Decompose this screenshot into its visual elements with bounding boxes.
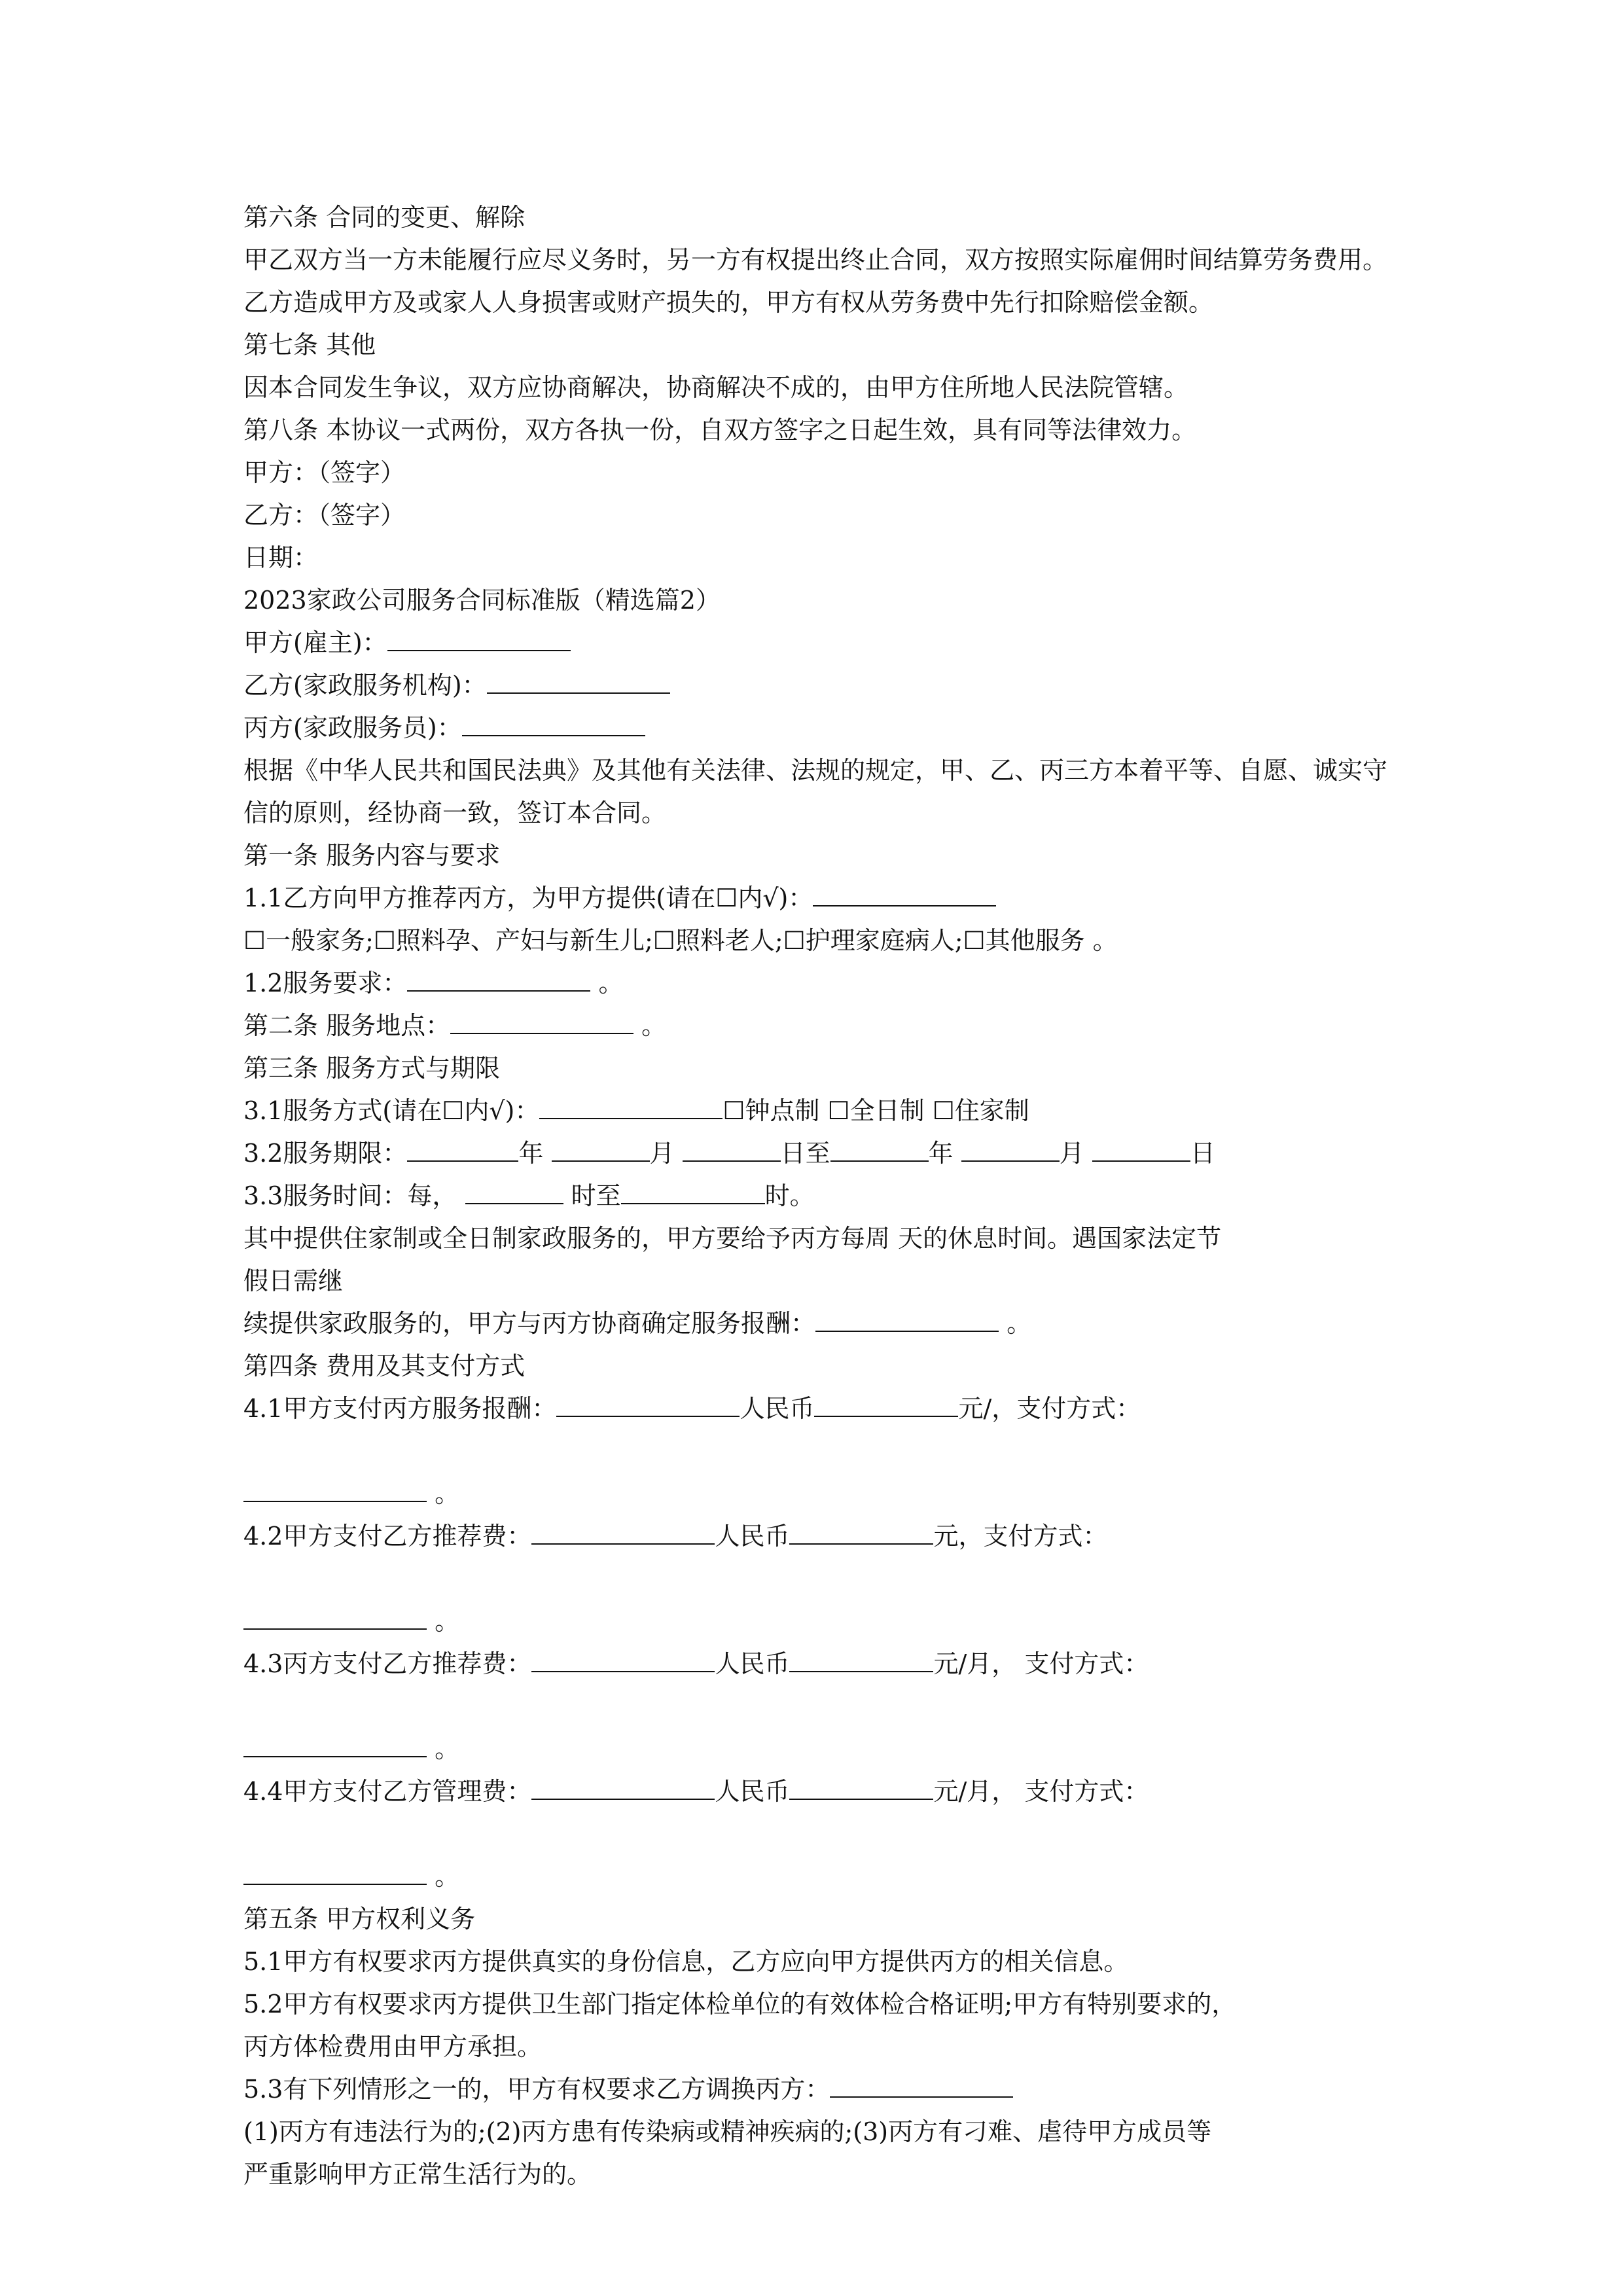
start-month-blank[interactable] — [552, 1138, 650, 1162]
options-end: 。 — [1084, 926, 1118, 955]
rest-line-3-label: 续提供家政服务的，甲方与丙方协商确定服务报酬： — [243, 1309, 816, 1338]
end-day-blank[interactable] — [1092, 1138, 1190, 1162]
month-label: 月 — [649, 1139, 675, 1168]
period: 。 — [427, 1479, 460, 1508]
party-b-label: 乙方(家政服务机构)： — [243, 671, 487, 700]
mode-full-day[interactable]: ☐全日制 — [827, 1096, 925, 1125]
rmb-label: 人民币 — [715, 1522, 790, 1551]
fee-label: 4.2甲方支付乙方推荐费： — [243, 1522, 532, 1551]
fee-blank[interactable] — [531, 1776, 715, 1800]
period: 。 — [999, 1309, 1032, 1338]
date-label: 日期： — [243, 543, 319, 572]
contract-2-title: 2023家政公司服务合同标准版（精选篇2） — [243, 586, 721, 615]
fee-blank[interactable] — [531, 1521, 715, 1545]
payment-method-row — [243, 1600, 1395, 1643]
end-year-blank[interactable] — [830, 1138, 929, 1162]
clause-5-3 — [243, 2068, 1395, 2111]
clause-5-3b: 严重影响甲方正常生活行为的。 — [243, 2160, 592, 2189]
clause-3-1 — [243, 1090, 1395, 1132]
start-hour-blank[interactable] — [465, 1181, 563, 1204]
hour-end-label: 时。 — [764, 1181, 815, 1210]
article-6-body: 甲乙双方当一方未能履行应尽义务时，另一方有权提出终止合同，双方按照实际雇佣时间结算劳务费用。乙方造成甲方及或家人人身损害或财产损失的，甲方有权从劳务费中先行扣除赔偿金额。 — [243, 245, 1388, 317]
option-patient-care[interactable]: ☐护理家庭病人; — [783, 926, 963, 955]
clause-4-3 — [243, 1643, 1395, 1685]
clause-5-3-blank[interactable] — [830, 2074, 1013, 2098]
clause-1-2-blank[interactable] — [407, 968, 590, 992]
option-elderly-care[interactable]: ☐照料老人; — [652, 926, 783, 955]
article-7-body: 因本合同发生争议，双方应协商解决，协商解决不成的，由甲方住所地人民法院管辖。 — [243, 373, 1189, 402]
payment-method-row — [243, 1856, 1395, 1898]
payment-method-row — [243, 1473, 1395, 1515]
period: 。 — [427, 1734, 460, 1763]
end-hour-blank[interactable] — [621, 1181, 765, 1204]
period: 。 — [427, 1862, 460, 1891]
party-b-blank[interactable] — [487, 670, 670, 694]
clause-4-1 — [243, 1388, 1395, 1430]
clause-5-3a: (1)丙方有违法行为的;(2)丙方患有传染病或精神疾病的;(3)丙方有刁难、虐待甲方成员等 — [243, 2117, 1212, 2146]
year-label: 年 — [518, 1139, 544, 1168]
clause-4-heading: 第四条 费用及其支付方式 — [243, 1352, 526, 1380]
unit-label: 元，支付方式： — [933, 1522, 1108, 1551]
unit-label: 元/，支付方式： — [958, 1394, 1141, 1423]
article-7-heading: 第七条 其他 — [243, 331, 376, 359]
amount-blank[interactable] — [814, 1393, 958, 1417]
month-label: 月 — [1059, 1139, 1084, 1168]
period: 。 — [590, 969, 624, 997]
clause-1-1 — [243, 877, 1395, 920]
clause-2-blank[interactable] — [450, 1011, 633, 1034]
payment-method-blank[interactable] — [243, 1606, 427, 1630]
mode-live-in[interactable]: ☐住家制 — [932, 1096, 1029, 1125]
article-6-heading: 第六条 合同的变更、解除 — [243, 203, 526, 232]
service-options — [243, 920, 1395, 962]
hour-to-label: 时至 — [563, 1181, 621, 1210]
start-year-blank[interactable] — [407, 1138, 518, 1162]
amount-blank[interactable] — [789, 1521, 933, 1545]
option-maternity-newborn[interactable]: ☐照料孕、产妇与新生儿; — [373, 926, 653, 955]
clause-4-4 — [243, 1770, 1395, 1813]
clause-1-1-label: 1.1乙方向甲方推荐丙方，为甲方提供(请在☐内√)： — [243, 884, 813, 912]
clause-5-2a: 5.2甲方有权要求丙方提供卫生部门指定体检单位的有效体检合格证明;甲方有特别要求的， — [243, 1990, 1237, 2018]
clause-4-2 — [243, 1515, 1395, 1558]
rmb-label: 人民币 — [715, 1777, 790, 1806]
start-day-blank[interactable] — [683, 1138, 781, 1162]
clause-3-3 — [243, 1175, 1395, 1217]
party-b-row — [243, 664, 1395, 707]
payment-method-blank[interactable] — [243, 1861, 427, 1885]
article-8: 第八条 本协议一式两份，双方各执一份，自双方签字之日起生效，具有同等法律效力。 — [243, 416, 1197, 444]
year-label: 年 — [928, 1139, 954, 1168]
payment-method-blank[interactable] — [243, 1734, 427, 1757]
fee-label: 4.4甲方支付乙方管理费： — [243, 1777, 532, 1806]
clause-1-2-label: 1.2服务要求： — [243, 969, 408, 997]
party-a-blank[interactable] — [387, 628, 571, 651]
rest-line-3 — [243, 1302, 1395, 1345]
period: 。 — [427, 1607, 460, 1636]
preamble: 根据《中华人民共和国民法典》及其他有关法律、法规的规定，甲、乙、丙三方本着平等、自愿、诚实守信的原则，经协商一致，签订本合同。 — [243, 756, 1388, 827]
fee-label: 4.1甲方支付丙方服务报酬： — [243, 1394, 557, 1423]
option-general-housework[interactable]: ☐一般家务; — [243, 926, 374, 955]
payment-method-row — [243, 1728, 1395, 1770]
signature-party-b: 乙方：（签字） — [243, 501, 406, 529]
rest-line-1: 其中提供住家制或全日制家政服务的，甲方要给予丙方每周 天的休息时间。遇国家法定节 — [243, 1224, 1222, 1253]
option-other-service[interactable]: ☐其他服务 — [963, 926, 1085, 955]
document-page — [243, 196, 1395, 2196]
end-month-blank[interactable] — [961, 1138, 1060, 1162]
party-c-label: 丙方(家政服务员)： — [243, 713, 462, 742]
clause-5-3-label: 5.3有下列情形之一的，甲方有权要求乙方调换丙方： — [243, 2075, 830, 2104]
clause-5-2b: 丙方体检费用由甲方承担。 — [243, 2032, 543, 2061]
party-c-row — [243, 707, 1395, 749]
fee-label: 4.3丙方支付乙方推荐费： — [243, 1649, 532, 1678]
rmb-label: 人民币 — [740, 1394, 815, 1423]
clause-1-heading: 第一条 服务内容与要求 — [243, 841, 501, 870]
period: 。 — [633, 1011, 667, 1040]
clause-3-heading: 第三条 服务方式与期限 — [243, 1054, 501, 1083]
holiday-pay-blank[interactable] — [815, 1308, 999, 1332]
mode-hourly[interactable]: ☐钟点制 — [722, 1096, 820, 1125]
party-a-label: 甲方(雇主)： — [243, 628, 387, 657]
clause-5-1: 5.1甲方有权要求丙方提供真实的身份信息，乙方应向甲方提供丙方的相关信息。 — [243, 1947, 1129, 1976]
day-label: 日 — [1190, 1139, 1215, 1168]
rest-line-2: 假日需继 — [243, 1266, 344, 1295]
clause-2-label: 第二条 服务地点： — [243, 1011, 451, 1040]
clause-5-heading: 第五条 甲方权利义务 — [243, 1905, 476, 1933]
fee-blank[interactable] — [556, 1393, 740, 1417]
amount-blank[interactable] — [789, 1649, 933, 1672]
unit-label: 元/月， 支付方式： — [933, 1777, 1149, 1806]
clause-3-1-blank[interactable] — [539, 1096, 722, 1119]
day-to-label: 日至 — [780, 1139, 830, 1168]
party-c-blank[interactable] — [462, 713, 645, 736]
clause-3-2-label: 3.2服务期限： — [243, 1139, 408, 1168]
clause-3-3-label: 3.3服务时间：每， — [243, 1181, 457, 1210]
signature-party-a: 甲方：（签字） — [243, 458, 406, 487]
clause-3-2 — [243, 1132, 1395, 1175]
clause-2 — [243, 1005, 1395, 1047]
party-a-row — [243, 622, 1395, 664]
unit-label: 元/月， 支付方式： — [933, 1649, 1149, 1678]
clause-1-1-blank[interactable] — [813, 883, 996, 906]
payment-method-blank[interactable] — [243, 1479, 427, 1502]
clause-3-1-label: 3.1服务方式(请在☐内√)： — [243, 1096, 540, 1125]
amount-blank[interactable] — [789, 1776, 933, 1800]
fee-blank[interactable] — [531, 1649, 715, 1672]
clause-1-2 — [243, 962, 1395, 1005]
rmb-label: 人民币 — [715, 1649, 790, 1678]
